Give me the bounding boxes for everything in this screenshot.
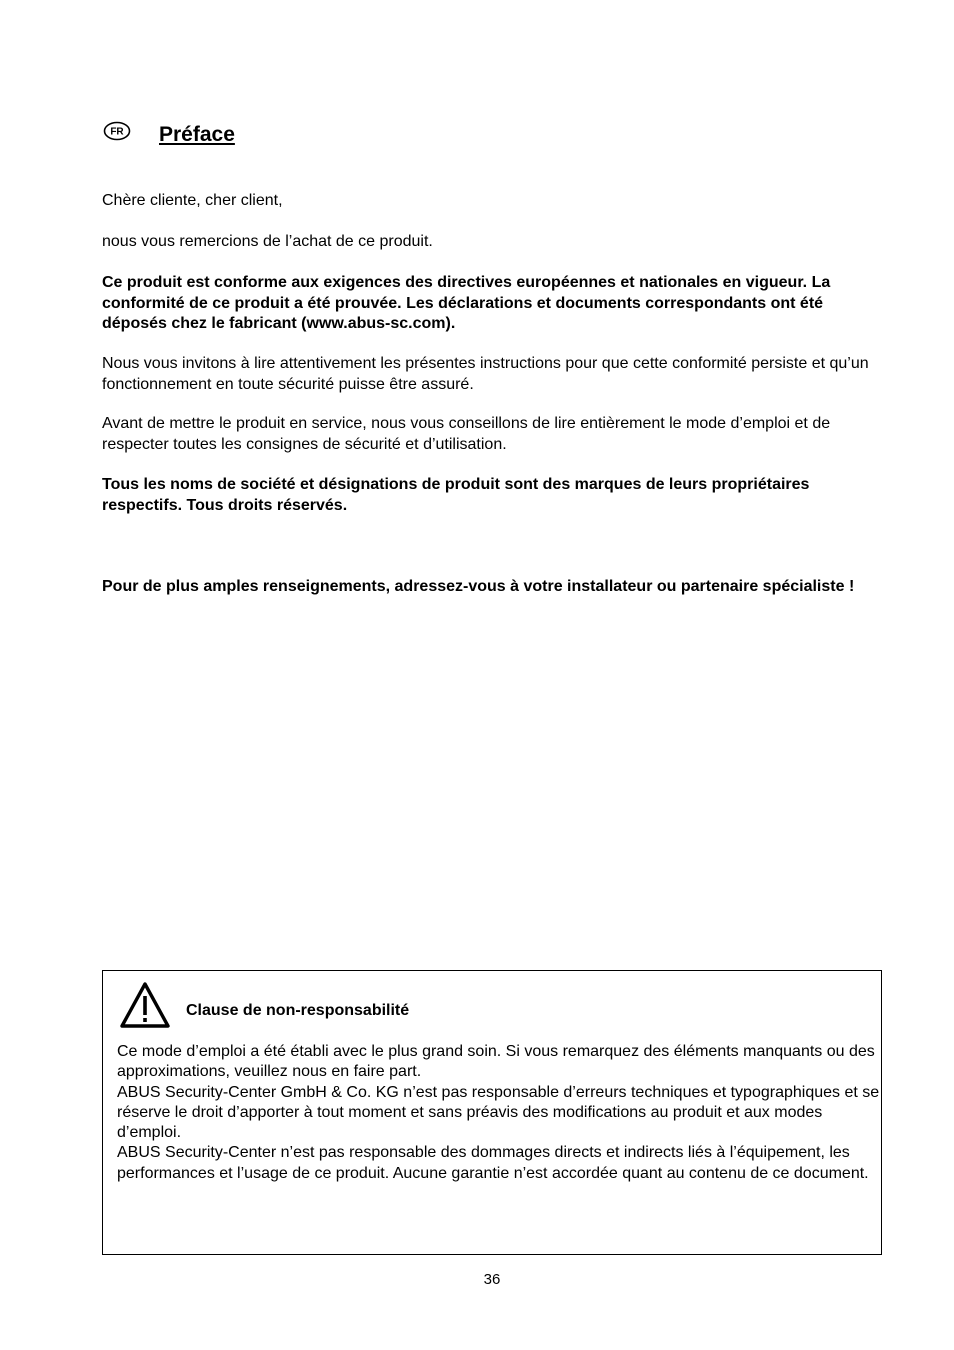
page-title: Préface — [159, 123, 235, 146]
disclaimer-paragraph: ABUS Security-Center n’est pas responsable des dommages directs et indirects liés à l’équipement, les performances et l’usage de ce produit. Aucune garantie n’est accordée quant au contenu de ce document. — [117, 1144, 869, 1182]
language-badge-label: FR — [110, 126, 124, 138]
invitation-paragraph: Nous vous invitons à lire attentivement les présentes instructions pour que cette conformité persiste et qu’un fonctionnement en toute sécurité puisse être assuré. — [102, 355, 869, 393]
before-use-paragraph: Avant de mettre le produit en service, nous vous conseillons de lire entièrement le mode d’emploi et de respecter toutes les consignes de sécurité et d’utilisation. — [102, 415, 831, 453]
french-language-icon — [103, 121, 131, 141]
trademarks-paragraph: Tous les noms de société et désignations de produit sont des marques de leurs propriétaires respectifs. Tous droits réservés. — [102, 476, 810, 514]
greeting: Chère cliente, cher client, — [102, 192, 283, 209]
page-number: 36 — [483, 1271, 501, 1288]
disclaimer-title: Clause de non-responsabilité — [186, 1002, 410, 1019]
disclaimer-box — [102, 970, 882, 1255]
warning-triangle-icon — [119, 981, 171, 1029]
disclaimer-text — [117, 1042, 885, 1184]
disclaimer-paragraph: ABUS Security-Center GmbH & Co. KG n’est pas responsable d’erreurs techniques et typographiques et se réserve le droit d’apporter à tout moment et sans préavis des modifications au produit et aux modes d’emploi. — [117, 1083, 880, 1142]
thanks-paragraph: nous vous remercions de l’achat de ce produit. — [102, 233, 433, 250]
disclaimer-paragraph: Ce mode d’emploi a été établi avec le plus grand soin. Si vous remarquez des éléments manquants ou des approximations, veuillez nous en faire part. — [117, 1043, 875, 1081]
contact-paragraph: Pour de plus amples renseignements, adressez-vous à votre installateur ou partenaire spécialiste ! — [102, 578, 855, 595]
conformity-paragraph: Ce produit est conforme aux exigences des directives européennes et nationales en vigueur. La conformité de ce produit a été prouvée. Les déclarations et documents correspondants ont été déposés chez le fabricant (www.abus-sc.com). — [102, 274, 831, 332]
